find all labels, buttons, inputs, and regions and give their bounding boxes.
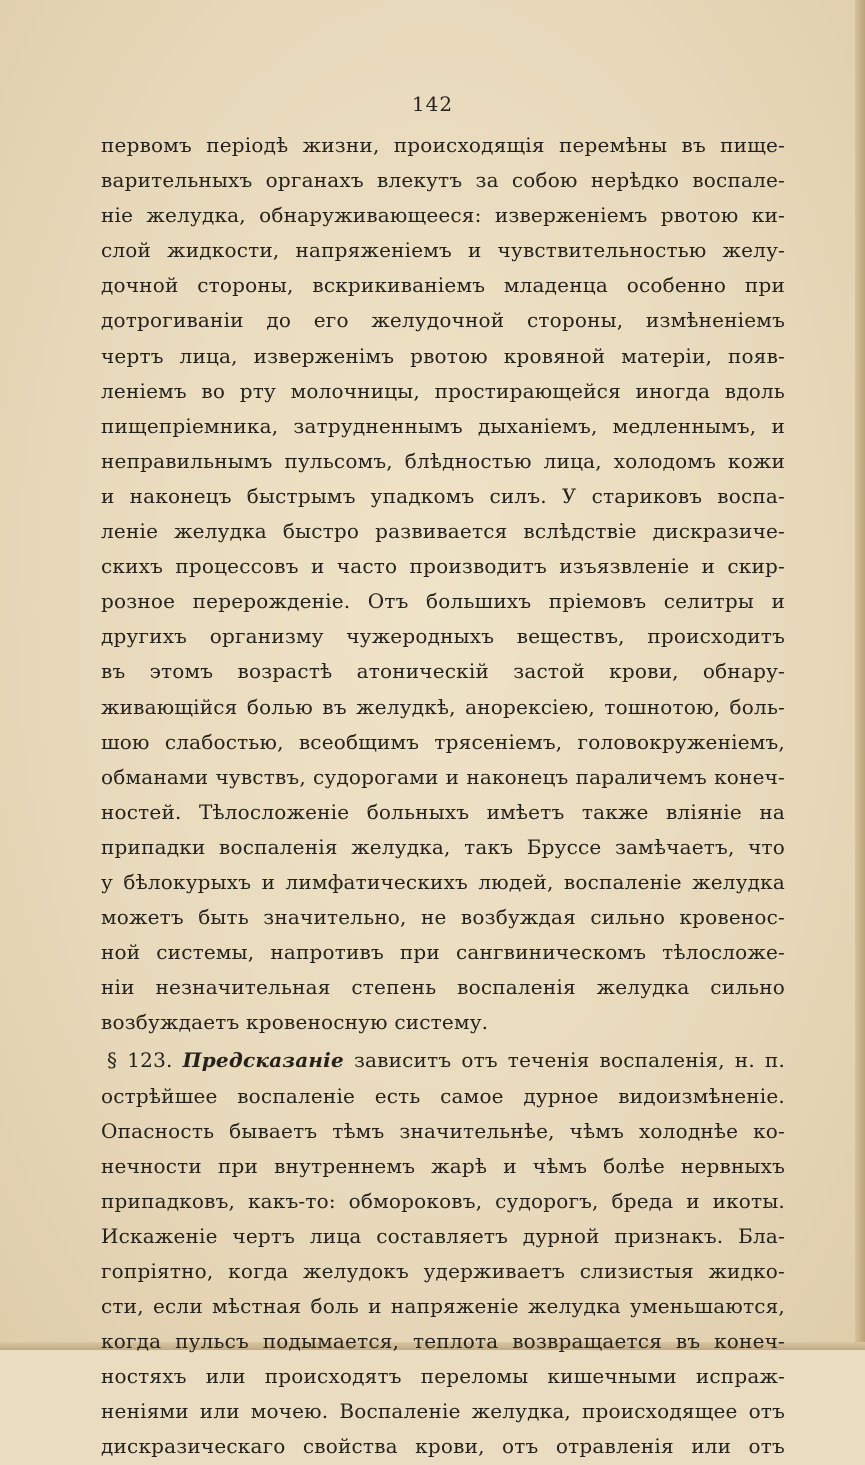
text-line: ностей. Тѣлосложеніе больныхъ имѣетъ также вліяніе на [101, 799, 785, 824]
text-line: дискразическаго свойства крови, отъ отравленія или отъ [101, 1434, 785, 1459]
text-line: леніе желудка быстро развивается вслѣдствіе дискразиче- [101, 519, 785, 544]
text-line: нечности при внутреннемъ жарѣ и чѣмъ болѣе нервныхъ [101, 1153, 785, 1178]
paragraph-2-first-line [101, 1043, 785, 1078]
text-line: живающійся болью въ желудкѣ, анорексіею, тошнотою, боль- [101, 694, 785, 719]
text-line: неніями или мочею. Воспаленіе желудка, происходящее отъ [101, 1399, 785, 1424]
text-line: неправильнымъ пульсомъ, блѣдностью лица, холодомъ кожи [101, 448, 785, 473]
text-line: припадковъ, какъ-то: обмороковъ, судорогъ, бреда и икоты. [101, 1188, 785, 1213]
text-line: ностяхъ или происходятъ переломы кишечными испраж- [101, 1364, 785, 1389]
text-line: Опасность бываетъ тѣмъ значительнѣе, чѣмъ холоднѣе ко- [101, 1118, 785, 1143]
text-line: обманами чувствъ, судорогами и наконецъ параличемъ конеч- [101, 764, 785, 789]
text-line: варительныхъ органахъ влекутъ за собою нерѣдко воспале- [101, 168, 785, 193]
paragraph-2 [101, 1043, 785, 1464]
text-line: ніи незначительная степень воспаленія желудка сильно [101, 975, 785, 1000]
text-line: розное перерожденіе. Отъ большихъ пріемовъ селитры и [101, 589, 785, 614]
text-line: дотрогиваніи до его желудочной стороны, измѣненіемъ [101, 308, 785, 333]
text-line: острѣйшее воспаленіе есть самое дурное видоизмѣненіе. [101, 1083, 785, 1108]
text-line: ніе желудка, обнаруживающееся: изверженіемъ рвотою ки- [101, 203, 785, 228]
section-mark: § 123. [107, 1048, 173, 1073]
text-line: дочной стороны, вскрикиваніемъ младенца особенно при [101, 273, 785, 298]
text-line: можетъ быть значительно, не возбуждая сильно кровенос- [101, 905, 785, 930]
text-line: чертъ лица, изверженімъ рвотою кровяной матеріи, появ- [101, 343, 785, 368]
text-line: леніемъ во рту молочницы, простирающейся иногда вдоль [101, 378, 785, 403]
text-line: и наконецъ быстрымъ упадкомъ силъ. У стариковъ воспа- [101, 483, 785, 508]
first-line-rest: зависитъ отъ теченія воспаленія, н. п. [353, 1048, 785, 1073]
text-line: Искаженіе чертъ лица составляетъ дурной признакъ. Бла- [101, 1223, 785, 1248]
text-line: другихъ организму чужеродныхъ веществъ, происходитъ [101, 624, 785, 649]
text-line: слой жидкости, напряженіемъ и чувствительностью желу- [101, 238, 785, 263]
paragraph-1 [101, 128, 785, 1040]
text-line: у бѣлокурыхъ и лимфатическихъ людей, воспаленіе желудка [101, 869, 785, 894]
text-line: возбуждаетъ кровеносную систему. [101, 1010, 489, 1035]
text-line: первомъ періодѣ жизни, происходящія перемѣны въ пище- [101, 133, 785, 157]
text-line: ной системы, напротивъ при сангвиническомъ тѣлосложе- [101, 940, 785, 965]
text-line: въ этомъ возрастѣ атоническій застой крови, обнару- [101, 659, 785, 684]
text-line: пищепріемника, затрудненнымъ дыханіемъ, медленнымъ, и [101, 413, 785, 438]
text-line: припадки воспаленія желудка, такъ Бруссе замѣчаетъ, что [101, 834, 785, 859]
text-line: сти, если мѣстная боль и напряженіе желудка уменьшаются, [101, 1294, 785, 1319]
text-line: гопріятно, когда желудокъ удерживаетъ слизистыя жидко- [101, 1259, 785, 1283]
section-term: Предсказаніе [182, 1048, 344, 1073]
text-line: шою слабостью, всеобщимъ трясеніемъ, головокруженіемъ, [101, 729, 785, 754]
page-number: 142 [411, 92, 454, 116]
text-line: когда пульсъ подымается, теплота возвращается въ конеч- [101, 1329, 785, 1354]
page-edge-right [855, 0, 865, 1350]
text-line: скихъ процессовъ и часто производитъ изъязвленіе и скир- [101, 554, 785, 579]
body-text [101, 128, 785, 1465]
